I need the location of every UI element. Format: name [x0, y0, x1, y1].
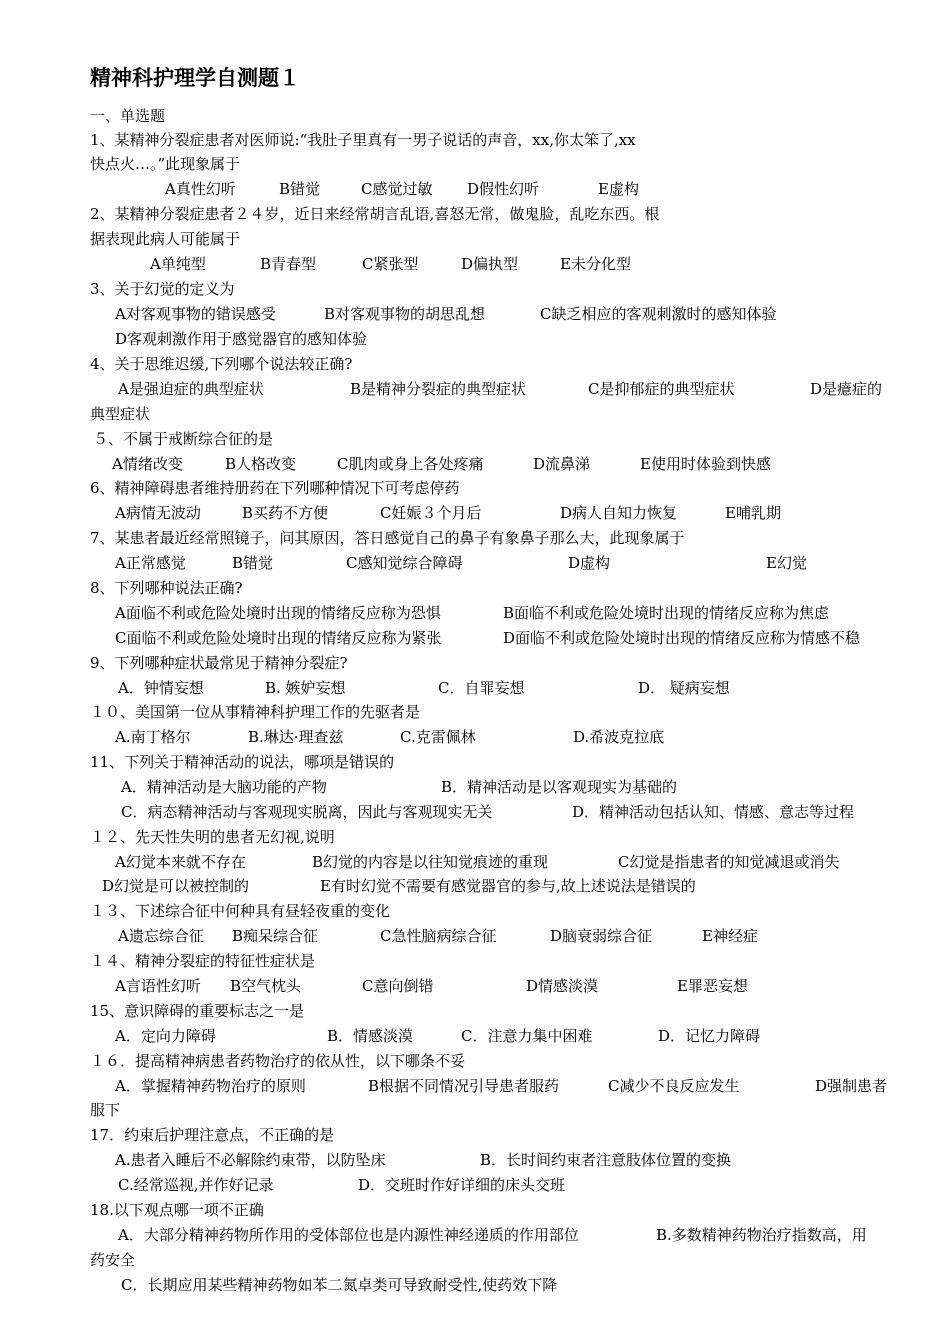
answer-option: B. 嫉妒妄想 — [265, 679, 346, 697]
text-line — [0, 601, 950, 625]
text-line — [0, 1223, 950, 1247]
text-line — [0, 177, 950, 201]
text-line — [0, 651, 950, 675]
line-text: 18.以下观点哪一项不正确 — [90, 1201, 264, 1219]
answer-option: C．病态精神活动与客观现实脱离，因此与客观现实无关 — [121, 803, 493, 821]
answer-option: D.希波克拉底 — [573, 728, 665, 746]
text-line — [0, 700, 950, 724]
text-line — [0, 1273, 950, 1297]
answer-option: C妊娠３个月后 — [380, 504, 482, 522]
text-line — [0, 949, 950, 973]
line-text: １６．提高精神病患者药物治疗的依从性，以下哪条不妥 — [90, 1052, 466, 1070]
answer-option: E神经症 — [702, 927, 758, 945]
text-line — [0, 252, 950, 276]
line-text: １３、下述综合征中何种具有昼轻夜重的变化 — [90, 902, 391, 920]
answer-option: E有时幻觉不需要有感觉器官的参与,故上述说法是错误的 — [320, 877, 696, 895]
answer-option: C是抑郁症的典型症状 — [588, 380, 735, 398]
answer-option: A．定向力障碍 — [115, 1027, 216, 1045]
line-text: D客观刺激作用于感觉器官的感知体验 — [115, 330, 368, 348]
line-text: 典型症状 — [90, 405, 151, 423]
text-line — [0, 974, 950, 998]
text-line — [0, 850, 950, 874]
line-text: 药安全 — [90, 1251, 136, 1269]
text-line — [0, 1173, 950, 1197]
answer-option: B空气枕头 — [230, 977, 302, 995]
answer-option: D虚构 — [568, 554, 611, 572]
answer-option: A病情无波动 — [115, 504, 201, 522]
line-text: 3、关于幻觉的定义为 — [90, 280, 235, 298]
answer-option: E使用时体验到快感 — [640, 455, 771, 473]
answer-option: B根据不同情况引导患者服药 — [368, 1077, 560, 1095]
line-text: 11、下列关于精神活动的说法，哪项是错误的 — [90, 753, 395, 771]
answer-option: E哺乳期 — [725, 504, 781, 522]
text-line — [0, 277, 950, 301]
line-text: 8、下列哪种说法正确? — [90, 579, 243, 597]
answer-option: A.患者入睡后不必解除约束带，以防坠床 — [115, 1151, 386, 1169]
answer-option: C．注意力集中困难 — [461, 1027, 593, 1045]
text-line — [0, 725, 950, 749]
text-line — [0, 128, 950, 152]
line-text: 据表现此病人可能属于 — [90, 230, 241, 248]
text-line — [0, 1123, 950, 1147]
answer-option: E未分化型 — [560, 255, 631, 273]
text-line — [0, 1148, 950, 1172]
answer-option: B人格改变 — [225, 455, 297, 473]
text-line — [0, 1049, 950, 1073]
text-line — [0, 452, 950, 476]
text-line — [0, 501, 950, 525]
answer-option: C.经常巡视,并作好记录 — [118, 1176, 274, 1194]
answer-option: A是强迫症的典型症状 — [118, 380, 264, 398]
answer-option: D．精神活动包括认知、情感、意志等过程 — [572, 803, 855, 821]
answer-option: D． 疑病妄想 — [638, 679, 730, 697]
answer-option: A单纯型 — [150, 255, 206, 273]
answer-option: B幻觉的内容是以往知觉痕迹的重现 — [312, 853, 549, 871]
page-title: 精神科护理学自测题１ — [90, 65, 300, 90]
answer-option: B错觉 — [279, 180, 321, 198]
answer-option: D假性幻听 — [467, 180, 540, 198]
text-line — [0, 999, 950, 1023]
line-text: 17．约束后护理注意点，不正确的是 — [90, 1126, 335, 1144]
text-line — [0, 1198, 950, 1222]
answer-option: A面临不利或危险处境时出现的情绪反应称为恐惧 — [115, 604, 441, 622]
line-text: 9、下列哪种症状最常见于精神分裂症? — [90, 654, 348, 672]
line-text: C．长期应用某些精神药物如苯二氮卓类可导致耐受性,使药效下降 — [121, 1276, 558, 1294]
answer-option: A．钟情妄想 — [118, 679, 204, 697]
answer-option: B．长时间约束者注意肢体位置的变换 — [480, 1151, 732, 1169]
line-text: 快点火…。”此现象属于 — [90, 155, 241, 173]
answer-option: E幻觉 — [766, 554, 807, 572]
answer-option: A情绪改变 — [112, 455, 183, 473]
line-text: 服下 — [90, 1101, 121, 1119]
line-text: ５、不属于戒断综合征的是 — [93, 430, 274, 448]
line-text: 一、单选题 — [90, 107, 166, 125]
answer-option: D情感淡漠 — [526, 977, 599, 995]
answer-option: C面临不利或危险处境时出现的情绪反应称为紧张 — [115, 629, 442, 647]
text-line — [0, 1024, 950, 1048]
answer-option: D是癔症的 — [810, 380, 883, 398]
answer-option: A．掌握精神药物治疗的原则 — [115, 1077, 306, 1095]
text-line — [0, 104, 950, 128]
line-text: 7、某患者最近经常照镜子，问其原因，答日感觉自己的鼻子有象鼻子那么大，此现象属于 — [90, 529, 685, 547]
answer-option: A对客观事物的错误感受 — [115, 305, 276, 323]
answer-option: D幻觉是可以被控制的 — [102, 877, 250, 895]
text-line — [0, 576, 950, 600]
answer-option: A言语性幻听 — [115, 977, 201, 995]
answer-option: C紧张型 — [362, 255, 419, 273]
answer-option: A．大部分精神药物所作用的受体部位也是内源性神经递质的作用部位 — [118, 1226, 579, 1244]
text-line — [0, 152, 950, 176]
text-line — [0, 1074, 950, 1098]
text-line — [0, 775, 950, 799]
answer-option: D偏执型 — [461, 255, 519, 273]
answer-option: D．记忆力障碍 — [658, 1027, 761, 1045]
text-line — [0, 750, 950, 774]
answer-option: D脑衰弱综合征 — [550, 927, 653, 945]
text-line — [0, 302, 950, 326]
answer-option: E罪恶妄想 — [677, 977, 748, 995]
text-line — [0, 427, 950, 451]
text-line — [0, 1098, 950, 1122]
answer-option: C感知觉综合障碍 — [346, 554, 463, 572]
answer-option: A.南丁格尔 — [115, 728, 191, 746]
answer-option: B买药不方便 — [242, 504, 329, 522]
answer-option: C幻觉是指患者的知觉减退或消失 — [618, 853, 840, 871]
text-line — [0, 626, 950, 650]
text-line — [0, 526, 950, 550]
answer-option: C.克雷佩林 — [400, 728, 476, 746]
answer-option: B痴呆综合征 — [232, 927, 319, 945]
text-line — [0, 1248, 950, 1272]
answer-option: B面临不利或危险处境时出现的情绪反应称为焦虑 — [503, 604, 830, 622]
answer-option: B错觉 — [232, 554, 274, 572]
text-line — [0, 874, 950, 898]
answer-option: B对客观事物的胡思乱想 — [324, 305, 486, 323]
text-line — [0, 227, 950, 251]
answer-option: B.琳达·理查兹 — [248, 728, 344, 746]
answer-option: C减少不良反应发生 — [608, 1077, 740, 1095]
answer-option: A正常感觉 — [115, 554, 186, 572]
answer-option: C急性脑病综合征 — [380, 927, 497, 945]
answer-option: B青春型 — [260, 255, 317, 273]
answer-option: D．交班时作好详细的床头交班 — [358, 1176, 566, 1194]
answer-option: D面临不利或危险处境时出现的情绪反应称为情感不稳 — [503, 629, 861, 647]
answer-option: A．精神活动是大脑功能的产物 — [121, 778, 327, 796]
text-line — [0, 899, 950, 923]
answer-option: D病人自知力恢复 — [560, 504, 678, 522]
line-text: 6、精神障碍患者维持册药在下列哪种情况下可考虑停药 — [90, 479, 460, 497]
text-line — [0, 800, 950, 824]
line-text: 1、某精神分裂症患者对医师说:“我肚子里真有一男子说话的声音，xx,你太笨了,xx — [90, 131, 636, 149]
answer-option: A幻觉本来就不存在 — [115, 853, 246, 871]
text-line — [0, 676, 950, 700]
answer-option: A真性幻听 — [165, 180, 236, 198]
text-line — [0, 352, 950, 376]
answer-option: C意向倒错 — [362, 977, 434, 995]
answer-option: B.多数精神药物治疗指数高，用 — [656, 1226, 867, 1244]
line-text: １０、美国第一位从事精神科护理工作的先驱者是 — [90, 703, 421, 721]
answer-option: A遗忘综合征 — [118, 927, 204, 945]
text-line — [0, 924, 950, 948]
text-line — [0, 377, 950, 401]
line-text: １４、精神分裂症的特征性症状是 — [90, 952, 316, 970]
line-text: 2、某精神分裂症患者２４岁，近日来经常胡言乱语,喜怒无常，做鬼脸，乱吃东西。根 — [90, 205, 660, 223]
text-line — [0, 825, 950, 849]
answer-option: C感觉过敏 — [361, 180, 433, 198]
answer-option: D强制患者 — [815, 1077, 888, 1095]
line-text: 4、关于思维迟缓,下列哪个说法较正确? — [90, 355, 353, 373]
answer-option: C．自罪妄想 — [438, 679, 525, 697]
answer-option: C缺乏相应的客观刺激时的感知体验 — [540, 305, 777, 323]
line-text: １２、先天性失明的患者无幻视,说明 — [90, 828, 335, 846]
answer-option: E虚构 — [598, 180, 639, 198]
text-line — [0, 402, 950, 426]
answer-option: B．情感淡漠 — [327, 1027, 414, 1045]
answer-option: D流鼻涕 — [533, 455, 591, 473]
text-line — [0, 476, 950, 500]
text-line — [0, 202, 950, 226]
answer-option: C肌肉或身上各处疼痛 — [337, 455, 484, 473]
answer-option: B是精神分裂症的典型症状 — [350, 380, 527, 398]
line-text: 15、意识障碍的重要标志之一是 — [90, 1002, 305, 1020]
text-line — [0, 327, 950, 351]
text-line — [0, 551, 950, 575]
answer-option: B．精神活动是以客观现实为基础的 — [441, 778, 678, 796]
